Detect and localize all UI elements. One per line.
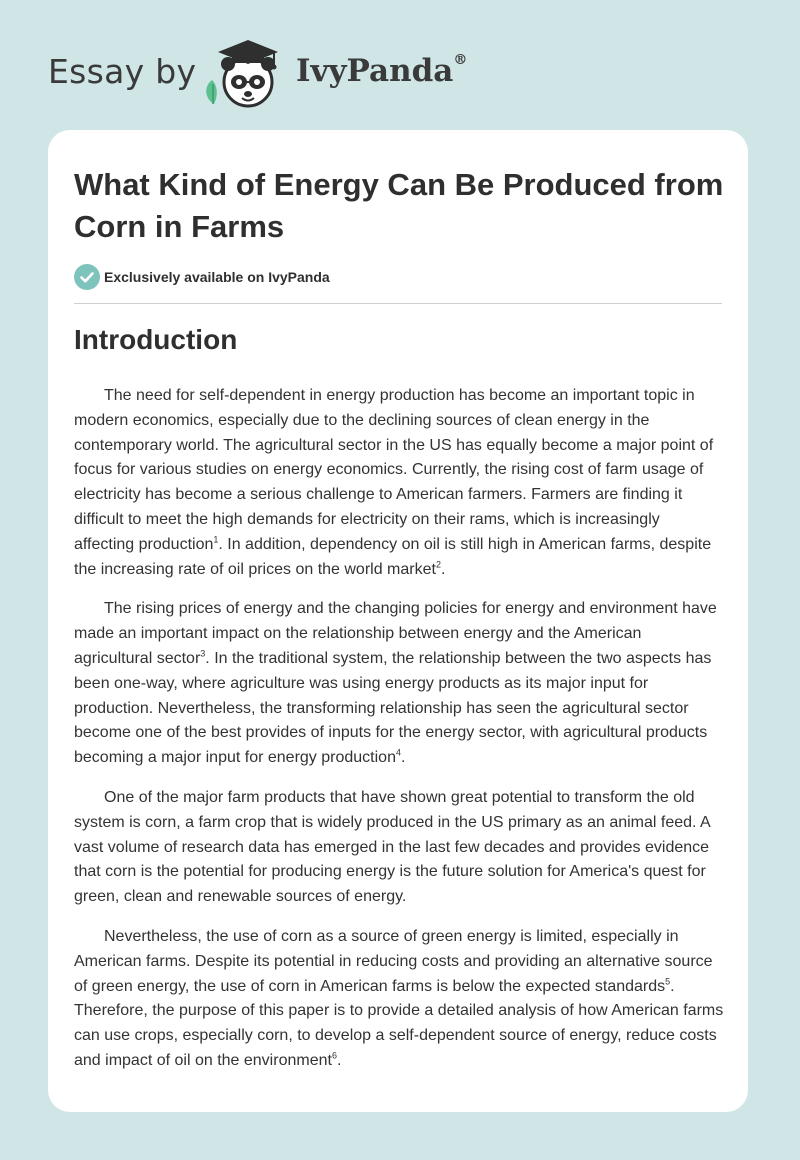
essay-card	[48, 130, 748, 1112]
paragraph-text: The rising prices of energy and the changing policies for energy and environment have made an important impact on the relationship between energy and the American agricultural sector	[74, 600, 717, 667]
site-header	[0, 0, 800, 130]
registered-mark: ®	[453, 51, 468, 68]
paragraph-text: Nevertheless, the use of corn as a source of green energy is limited, especially in American farms. Despite its potential in reducing costs and providing an alternative source of green energy, the use of corn in American farms is below the expected standards	[74, 927, 713, 995]
paragraph	[74, 786, 724, 910]
brand-prefix: Essay by	[48, 52, 197, 91]
paragraph-text: . In the traditional system, the relationship between the two aspects has been one-way, where agriculture was using energy products as its major input for production. Nevertheless, the transforming relationship has seen the agricultural sector become one of the best provides of inputs for the energy sector, with agricultural products becoming a major input for energy production	[74, 649, 712, 767]
paragraph-text: . In addition, dependency on oil is still high in American farms, despite the increasing rate of oil prices on the world market	[74, 535, 712, 578]
paragraph-text: .	[440, 560, 446, 578]
footnote-ref[interactable]: 1	[213, 534, 219, 545]
paragraph-text: .	[336, 1051, 342, 1069]
footnote-ref[interactable]: 4	[395, 747, 401, 758]
check-circle-icon	[74, 264, 100, 290]
article-body	[74, 384, 724, 1089]
paragraph	[74, 925, 724, 1074]
footnote-ref[interactable]: 3	[200, 648, 206, 659]
paragraph-text: The need for self-dependent in energy production has become an important topic in modern economics, especially due to the declining sources of clean energy in the contemporary world. The agricultural sector in the US has equally become a major point of focus for various studies on energy economics. Currently, the rising cost of farm usage of electricity has become a serious challenge to American farmers. Farmers are finding it difficult to meet the high demands for electricity on their rams, which is increasingly affecting production	[74, 387, 714, 553]
paragraph	[74, 597, 724, 771]
paragraph	[74, 384, 724, 582]
paragraph-text: .	[400, 749, 406, 767]
footnote-ref[interactable]: 2	[435, 559, 441, 570]
brand-name[interactable]: IvyPanda®	[296, 51, 468, 89]
title-divider	[74, 303, 722, 304]
footnote-ref[interactable]: 6	[331, 1050, 337, 1061]
section-heading: Introduction	[74, 324, 238, 355]
paragraph-text: One of the major farm products that have shown great potential to transform the old system is corn, a farm crop that is widely produced in the US primary as an animal feed. A vast volume of research data has emerged in the last few decades and provides evidence that corn is the potential for producing energy is the future solution for America's quest for green, clean and renewable sources of energy.	[74, 788, 710, 906]
paragraph-text: . Therefore, the purpose of this paper is to provide a detailed analysis of how American farms can use crops, especially corn, to develop a self-dependent source of energy, reduce costs and impact of oil on the environment	[74, 977, 724, 1069]
panda-graduate-icon	[200, 34, 292, 110]
footnote-ref[interactable]: 5	[665, 976, 671, 987]
essay-title: What Kind of Energy Can Be Produced from Corn in Farms	[74, 167, 724, 244]
exclusive-badge-label: Exclusively available on IvyPanda	[104, 269, 330, 285]
